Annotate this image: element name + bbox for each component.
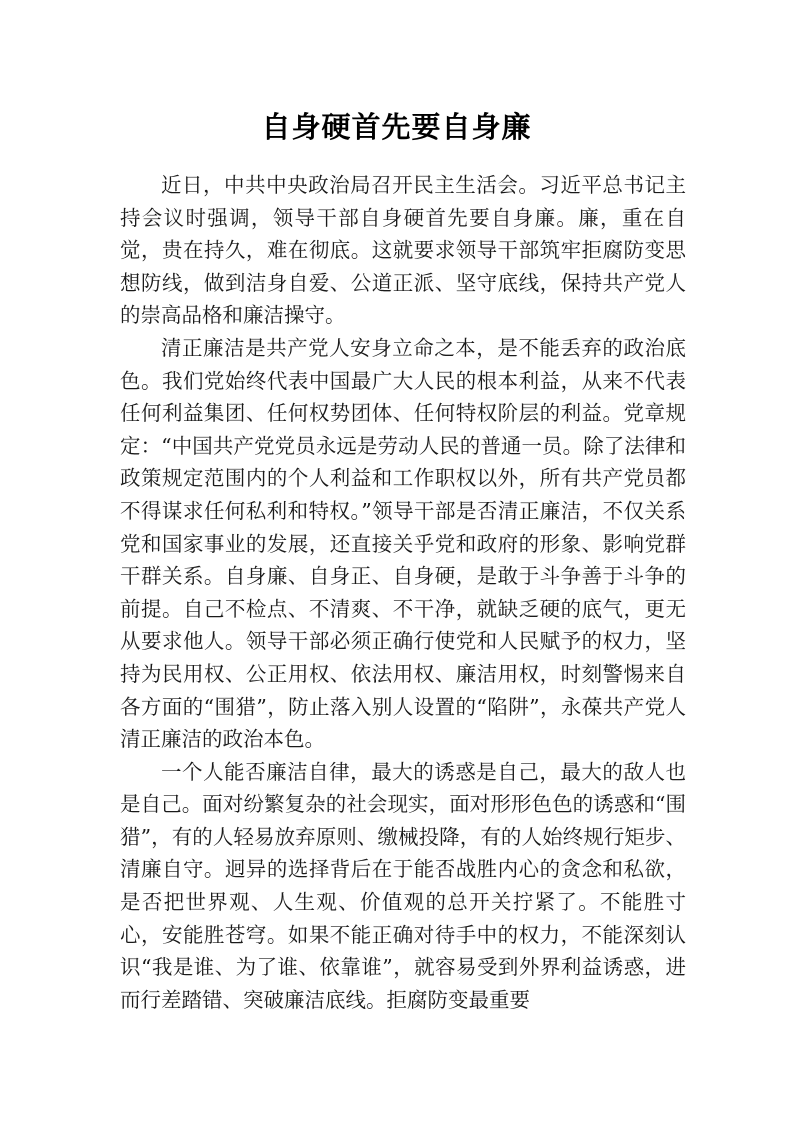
document-body bbox=[120, 169, 686, 1016]
paragraph-3: 一个人能否廉洁自律，最大的诱惑是自己，最大的敌人也是自己。面对纷繁复杂的社会现实，面对形形色色的诱惑和“围猎”，有的人轻易放弃原则、缴械投降，有的人始终规行矩步、清廉自守。迥异的选择背后在于能否战胜内心的贪念和私欲，是否把世界观、人生观、价值观的总开关拧紧了。不能胜寸心，安能胜苍穹。如果不能正确对待手中的权力，不能深刻认识“我是谁、为了谁、依靠谁”，就容易受到外界利益诱惑，进而行差踏错、突破廉洁底线。拒腐防变最重要 bbox=[120, 759, 686, 1012]
document-title: 自身硬首先要自身廉 bbox=[261, 110, 532, 144]
paragraph-2: 清正廉洁是共产党人安身立命之本，是不能丢弃的政治底色。我们党始终代表中国最广大人民的根本利益，从来不代表任何利益集团、任何权势团体、任何特权阶层的利益。党章规定：“中国共产党党员永远是劳动人民的普通一员。除了法律和政策规定范围内的个人利益和工作职权以外，所有共产党员都不得谋求任何私利和特权。”领导干部是否清正廉洁，不仅关系党和国家事业的发展，还直接关乎党和政府的形象、影响党群干群关系。自身廉、自身正、自身硬，是敢于斗争善于斗争的前提。自己不检点、不清爽、不干净，就缺乏硬的底气，更无从要求他人。领导干部必须正确行使党和人民赋予的权力，坚持为民用权、公正用权、依法用权、廉洁用权，时刻警惕来自各方面的“围猎”，防止落入别人设置的“陷阱”，永葆共产党人清正廉洁的政治本色。 bbox=[120, 335, 686, 752]
paragraph-1: 近日，中共中央政治局召开民主生活会。习近平总书记主持会议时强调，领导干部自身硬首先要自身廉。廉，重在自觉，贵在持久，难在彻底。这就要求领导干部筑牢拒腐防变思想防线，做到洁身自爱、公道正派、坚守底线，保持共产党人的崇高品格和廉洁操守。 bbox=[120, 173, 686, 328]
